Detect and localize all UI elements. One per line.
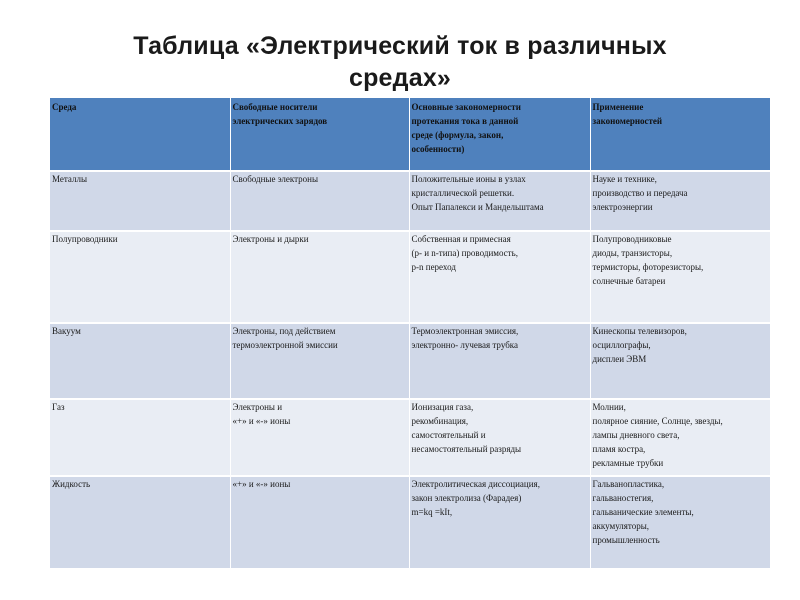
cell-laws <box>409 399 590 476</box>
header-carriers-line: Свободные носители <box>232 102 318 112</box>
cell-application <box>590 323 770 399</box>
cell-line: Газ <box>52 402 65 412</box>
cell-line: диоды, транзисторы, <box>592 248 673 258</box>
header-laws-line: среде (формула, закон, <box>411 130 504 140</box>
cell-line: осциллографы, <box>592 340 651 350</box>
cell-line: закон электролиза (Фарадея) <box>411 493 522 503</box>
cell-line: «+» и «-» ионы <box>232 416 291 426</box>
cell-medium <box>50 231 230 323</box>
cell-line: Молнии, <box>592 402 626 412</box>
cell-line: Термоэлектронная эмиссия, <box>411 326 519 336</box>
cell-line: аккумуляторы, <box>592 521 650 531</box>
cell-line: электроэнергии <box>592 202 653 212</box>
cell-laws <box>409 323 590 399</box>
cell-line: полярное сияние, Солнце, звезды, <box>592 416 723 426</box>
header-medium-line: Среда <box>52 102 77 112</box>
cell-line: p-n переход <box>411 262 456 272</box>
cell-carriers <box>230 171 409 231</box>
cell-line: рекомбинация, <box>411 416 469 426</box>
currents-table <box>50 98 770 568</box>
cell-line: Опыт Папалекси и Мандельштама <box>411 202 544 212</box>
cell-line: несамостоятельный разряды <box>411 444 522 454</box>
cell-line: Электролитическая диссоциация, <box>411 479 540 489</box>
cell-line: Полупроводниковые <box>592 234 672 244</box>
cell-application <box>590 399 770 476</box>
cell-line: Металлы <box>52 174 88 184</box>
title-line-1: Таблица «Электрический ток в различных <box>133 32 667 60</box>
cell-carriers <box>230 476 409 568</box>
title-line-2: средах» <box>348 64 452 92</box>
header-application <box>590 98 770 171</box>
cell-line: Ионизация газа, <box>411 402 474 412</box>
cell-line: электронно- лучевая трубка <box>411 340 519 350</box>
cell-line: Вакуум <box>52 326 81 336</box>
cell-line: Электроны и дырки <box>232 234 309 244</box>
table-row <box>50 476 770 568</box>
cell-line: пламя костра, <box>592 444 646 454</box>
cell-line: термисторы, фоторезисторы, <box>592 262 704 272</box>
cell-line: Электроны, под действием <box>232 326 336 336</box>
cell-line: m=kq =kIt, <box>411 507 453 517</box>
cell-line: Собственная и примесная <box>411 234 511 244</box>
cell-line: Положительные ионы в узлах <box>411 174 526 184</box>
cell-line: промышленность <box>592 535 660 545</box>
cell-line: Свободные электроны <box>232 174 319 184</box>
table-row <box>50 399 770 476</box>
cell-line: солнечные батареи <box>592 276 666 286</box>
cell-carriers <box>230 399 409 476</box>
header-laws-line: особенности) <box>411 144 465 154</box>
cell-carriers <box>230 231 409 323</box>
cell-line: гальванические элементы, <box>592 507 694 517</box>
cell-medium <box>50 323 230 399</box>
header-laws-line: протекания тока в данной <box>411 116 519 126</box>
cell-laws <box>409 171 590 231</box>
cell-line: рекламные трубки <box>592 458 664 468</box>
cell-line: (p- и n-типа) проводимость, <box>411 248 518 258</box>
cell-medium <box>50 399 230 476</box>
cell-line: лампы дневного света, <box>592 430 680 440</box>
table-row <box>50 171 770 231</box>
cell-laws <box>409 231 590 323</box>
header-medium <box>50 98 230 171</box>
table-header-row <box>50 98 770 171</box>
header-carriers-line: электрических зарядов <box>232 116 328 126</box>
cell-line: Гальванопластика, <box>592 479 665 489</box>
cell-line: гальваностегия, <box>592 493 654 503</box>
table-row <box>50 323 770 399</box>
cell-carriers <box>230 323 409 399</box>
cell-application <box>590 171 770 231</box>
cell-line: Полупроводники <box>52 234 118 244</box>
cell-medium <box>50 476 230 568</box>
header-carriers <box>230 98 409 171</box>
slide-title <box>60 30 740 94</box>
cell-line: кристаллической решетки. <box>411 188 515 198</box>
cell-line: Жидкость <box>52 479 91 489</box>
cell-line: «+» и «-» ионы <box>232 479 291 489</box>
cell-application <box>590 231 770 323</box>
table-row <box>50 231 770 323</box>
cell-line: термоэлектронной эмиссии <box>232 340 338 350</box>
cell-line: производство и передача <box>592 188 688 198</box>
cell-line: самостоятельный и <box>411 430 486 440</box>
cell-line: Науке и технике, <box>592 174 657 184</box>
cell-line: Электроны и <box>232 402 283 412</box>
cell-laws <box>409 476 590 568</box>
header-laws-line: Основные закономерности <box>411 102 521 112</box>
header-application-line: закономерностей <box>592 116 663 126</box>
header-application-line: Применение <box>592 102 644 112</box>
cell-line: дисплеи ЭВМ <box>592 354 647 364</box>
header-laws <box>409 98 590 171</box>
cell-application <box>590 476 770 568</box>
cell-line: Кинескопы телевизоров, <box>592 326 687 336</box>
cell-medium <box>50 171 230 231</box>
